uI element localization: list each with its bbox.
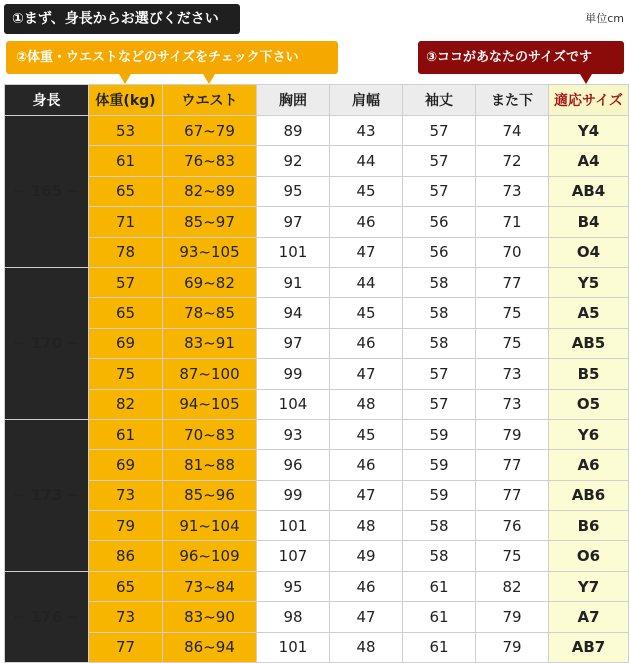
inseam-cell: 79: [476, 632, 549, 662]
arrow-down-icon: [203, 74, 215, 84]
table-row: [5, 267, 629, 297]
sleeve-cell: 59: [403, 450, 476, 480]
inseam-cell: 75: [476, 541, 549, 571]
waist-cell: 67~79: [163, 116, 257, 146]
fit-size-cell: O5: [549, 389, 629, 419]
fit-size-cell: Y4: [549, 116, 629, 146]
sleeve-cell: 59: [403, 480, 476, 510]
step3-instruction: ③ココがあなたのサイズです: [418, 41, 624, 74]
sleeve-cell: 58: [403, 328, 476, 358]
fit-size-cell: Y7: [549, 571, 629, 601]
shoulder-cell: 45: [330, 419, 403, 449]
weight-cell: 78: [89, 237, 163, 267]
weight-cell: 82: [89, 389, 163, 419]
chest-cell: 93: [257, 419, 330, 449]
fit-size-cell: Y6: [549, 419, 629, 449]
inseam-cell: 79: [476, 419, 549, 449]
shoulder-cell: 47: [330, 480, 403, 510]
fit-size-cell: Y5: [549, 267, 629, 297]
weight-cell: 73: [89, 602, 163, 632]
chest-cell: 101: [257, 237, 330, 267]
chest-cell: 99: [257, 359, 330, 389]
inseam-cell: 70: [476, 237, 549, 267]
weight-cell: 65: [89, 571, 163, 601]
weight-cell: 65: [89, 176, 163, 206]
waist-cell: 85~96: [163, 480, 257, 510]
sleeve-cell: 59: [403, 419, 476, 449]
header-chest: 胸囲: [257, 85, 330, 116]
waist-cell: 85~97: [163, 207, 257, 237]
height-cell: ~ 170 ~: [5, 267, 89, 419]
chest-cell: 101: [257, 632, 330, 662]
chest-cell: 91: [257, 267, 330, 297]
waist-cell: 83~90: [163, 602, 257, 632]
weight-cell: 71: [89, 207, 163, 237]
table-row: [5, 602, 629, 632]
inseam-cell: 77: [476, 450, 549, 480]
weight-cell: 65: [89, 298, 163, 328]
header-weight: 体重(kg): [89, 85, 163, 116]
fit-size-cell: B6: [549, 511, 629, 541]
weight-cell: 53: [89, 116, 163, 146]
weight-cell: 86: [89, 541, 163, 571]
shoulder-cell: 46: [330, 571, 403, 601]
waist-cell: 82~89: [163, 176, 257, 206]
sleeve-cell: 61: [403, 632, 476, 662]
weight-cell: 75: [89, 359, 163, 389]
chest-cell: 92: [257, 146, 330, 176]
shoulder-cell: 45: [330, 298, 403, 328]
shoulder-cell: 46: [330, 450, 403, 480]
fit-size-cell: AB7: [549, 632, 629, 662]
shoulder-cell: 47: [330, 359, 403, 389]
inseam-cell: 73: [476, 389, 549, 419]
table-row: [5, 571, 629, 601]
sleeve-cell: 58: [403, 267, 476, 297]
header-inseam: また下: [476, 85, 549, 116]
height-cell: ~ 176 ~: [5, 571, 89, 662]
waist-cell: 78~85: [163, 298, 257, 328]
sleeve-cell: 57: [403, 116, 476, 146]
inseam-cell: 79: [476, 602, 549, 632]
inseam-cell: 82: [476, 571, 549, 601]
table-row: [5, 207, 629, 237]
fit-size-cell: AB4: [549, 176, 629, 206]
sleeve-cell: 58: [403, 298, 476, 328]
chest-cell: 95: [257, 176, 330, 206]
shoulder-cell: 48: [330, 389, 403, 419]
table-row: [5, 480, 629, 510]
sleeve-cell: 57: [403, 359, 476, 389]
waist-cell: 83~91: [163, 328, 257, 358]
waist-cell: 94~105: [163, 389, 257, 419]
waist-cell: 81~88: [163, 450, 257, 480]
height-cell: ~ 173 ~: [5, 419, 89, 571]
table-row: [5, 176, 629, 206]
shoulder-cell: 46: [330, 328, 403, 358]
fit-size-cell: A4: [549, 146, 629, 176]
shoulder-cell: 44: [330, 267, 403, 297]
header-sleeve: 袖丈: [403, 85, 476, 116]
weight-cell: 73: [89, 480, 163, 510]
header-waist: ウエスト: [163, 85, 257, 116]
chest-cell: 89: [257, 116, 330, 146]
chest-cell: 104: [257, 389, 330, 419]
weight-cell: 69: [89, 450, 163, 480]
inseam-cell: 71: [476, 207, 549, 237]
arrow-down-icon: [119, 74, 131, 84]
table-body: [5, 116, 629, 663]
chest-cell: 107: [257, 541, 330, 571]
waist-cell: 86~94: [163, 632, 257, 662]
weight-cell: 69: [89, 328, 163, 358]
weight-cell: 57: [89, 267, 163, 297]
waist-cell: 96~109: [163, 541, 257, 571]
shoulder-cell: 44: [330, 146, 403, 176]
waist-cell: 69~82: [163, 267, 257, 297]
sleeve-cell: 56: [403, 237, 476, 267]
chest-cell: 101: [257, 511, 330, 541]
inseam-cell: 77: [476, 267, 549, 297]
sleeve-cell: 61: [403, 602, 476, 632]
sleeve-cell: 56: [403, 207, 476, 237]
fit-size-cell: O4: [549, 237, 629, 267]
fit-size-cell: B4: [549, 207, 629, 237]
chest-cell: 99: [257, 480, 330, 510]
waist-cell: 87~100: [163, 359, 257, 389]
sleeve-cell: 57: [403, 389, 476, 419]
sleeve-cell: 58: [403, 541, 476, 571]
shoulder-cell: 48: [330, 511, 403, 541]
shoulder-cell: 47: [330, 602, 403, 632]
table-row: [5, 632, 629, 662]
weight-cell: 79: [89, 511, 163, 541]
shoulder-cell: 45: [330, 176, 403, 206]
chest-cell: 95: [257, 571, 330, 601]
size-chart-table: [4, 84, 629, 663]
chest-cell: 96: [257, 450, 330, 480]
waist-cell: 91~104: [163, 511, 257, 541]
arrow-down-icon: [580, 74, 592, 84]
fit-size-cell: A6: [549, 450, 629, 480]
table-row: [5, 389, 629, 419]
shoulder-cell: 49: [330, 541, 403, 571]
inseam-cell: 73: [476, 359, 549, 389]
header-height: 身長: [5, 85, 89, 116]
fit-size-cell: O6: [549, 541, 629, 571]
shoulder-cell: 47: [330, 237, 403, 267]
table-row: [5, 146, 629, 176]
waist-cell: 73~84: [163, 571, 257, 601]
header-shoulder: 肩幅: [330, 85, 403, 116]
table-row: [5, 359, 629, 389]
shoulder-cell: 46: [330, 207, 403, 237]
weight-cell: 61: [89, 419, 163, 449]
table-row: [5, 419, 629, 449]
sleeve-cell: 57: [403, 146, 476, 176]
chest-cell: 97: [257, 328, 330, 358]
table-row: [5, 511, 629, 541]
table-row: [5, 116, 629, 146]
waist-cell: 93~105: [163, 237, 257, 267]
table-row: [5, 450, 629, 480]
inseam-cell: 73: [476, 176, 549, 206]
fit-size-cell: B5: [549, 359, 629, 389]
waist-cell: 70~83: [163, 419, 257, 449]
table-row: [5, 237, 629, 267]
table-header-row: [5, 85, 629, 116]
chest-cell: 94: [257, 298, 330, 328]
step2-instruction: ②体重・ウエストなどのサイズをチェック下さい: [6, 41, 338, 74]
waist-cell: 76~83: [163, 146, 257, 176]
sleeve-cell: 57: [403, 176, 476, 206]
table-row: [5, 298, 629, 328]
weight-cell: 61: [89, 146, 163, 176]
unit-label: 単位cm: [585, 12, 624, 25]
fit-size-cell: A7: [549, 602, 629, 632]
fit-size-cell: A5: [549, 298, 629, 328]
inseam-cell: 75: [476, 328, 549, 358]
table-row: [5, 328, 629, 358]
sleeve-cell: 58: [403, 511, 476, 541]
fit-size-cell: AB5: [549, 328, 629, 358]
table-row: [5, 541, 629, 571]
fit-size-cell: AB6: [549, 480, 629, 510]
inseam-cell: 74: [476, 116, 549, 146]
inseam-cell: 75: [476, 298, 549, 328]
step1-instruction: ①まず、身長からお選びください: [4, 4, 240, 34]
inseam-cell: 77: [476, 480, 549, 510]
chest-cell: 97: [257, 207, 330, 237]
chest-cell: 98: [257, 602, 330, 632]
height-cell: ~ 165 ~: [5, 116, 89, 268]
sleeve-cell: 61: [403, 571, 476, 601]
inseam-cell: 76: [476, 511, 549, 541]
weight-cell: 77: [89, 632, 163, 662]
header-fit-size: 適応サイズ: [549, 85, 629, 116]
shoulder-cell: 48: [330, 632, 403, 662]
shoulder-cell: 43: [330, 116, 403, 146]
inseam-cell: 72: [476, 146, 549, 176]
